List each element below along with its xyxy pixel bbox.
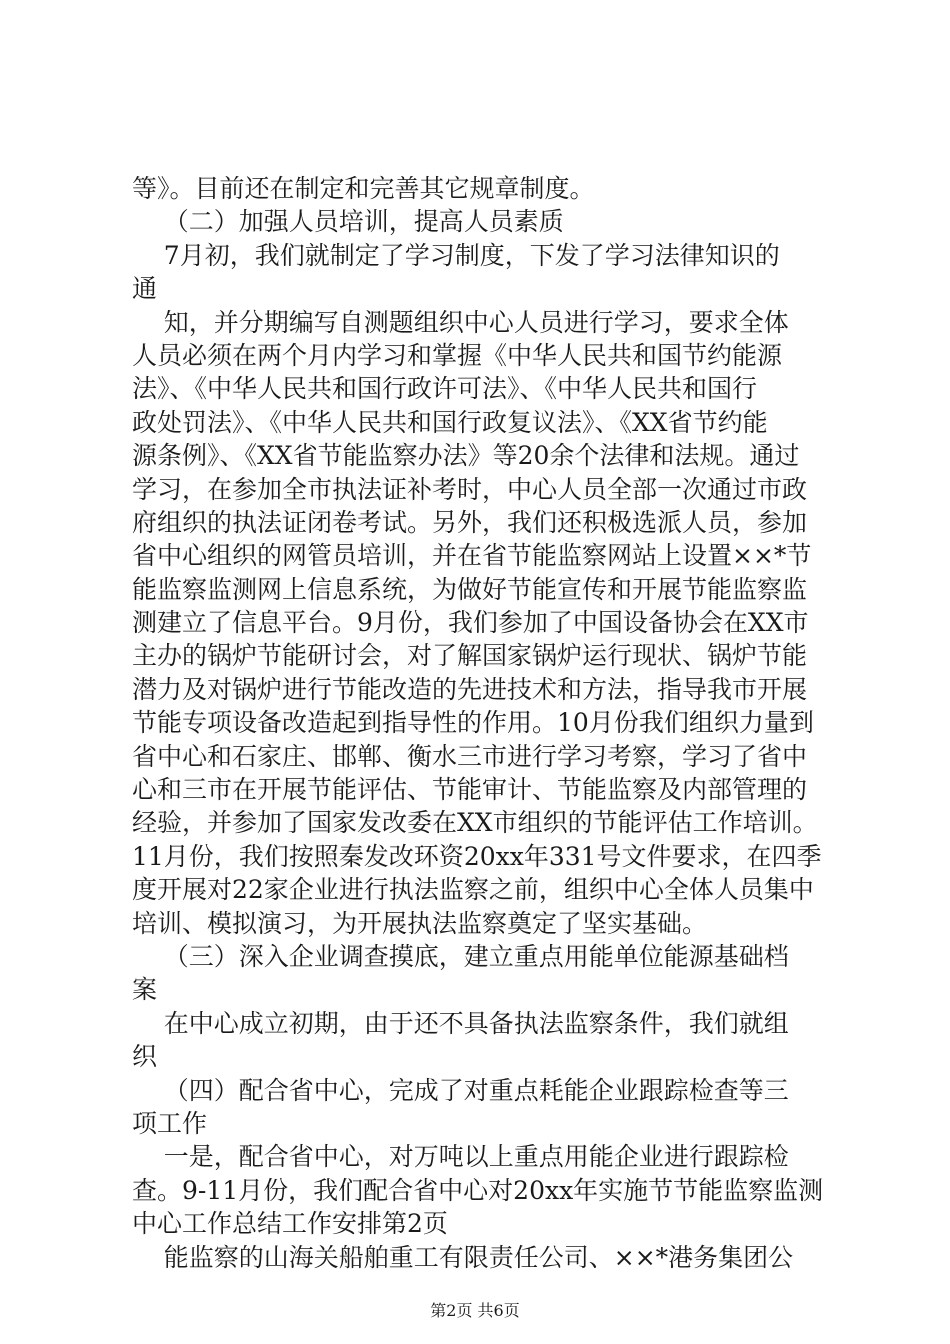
page-number: 第2页 共6页 [430,1301,520,1320]
text-line: 通 [132,274,158,304]
text-line: 项工作 [132,1108,208,1138]
text-line: 省中心组织的网管员培训，并在省节能监察网站上设置××*节 [132,541,812,571]
body-text [132,172,832,1274]
section-heading: （二）加强人员培训，提高人员素质 [132,207,564,237]
text-line: 心和三市在开展节能评估、节能审计、节能监察及内部管理的 [132,775,808,805]
text-line: 一是，配合省中心，对万吨以上重点用能企业进行跟踪检 [132,1142,789,1172]
text-line: 法》、《中华人民共和国行政许可法》、《中华人民共和国行 [132,374,758,404]
text-line: 7月初，我们就制定了学习制度，下发了学习法律知识的 [132,240,780,270]
text-line: 能监察监测网上信息系统，为做好节能宣传和开展节能监察监 [132,574,808,604]
text-line: 测建立了信息平台。9月份，我们参加了中国设备协会在XX市 [132,608,809,638]
text-line: 学习，在参加全市执法证补考时，中心人员全部一次通过市政 [132,474,808,504]
text-line: 培训、模拟演习，为开展执法监察奠定了坚实基础。 [132,908,708,938]
text-line: 省中心和石家庄、邯郸、衡水三市进行学习考察，学习了省中 [132,741,808,771]
text-line: 度开展对22家企业进行执法监察之前，组织中心全体人员集中 [132,875,814,905]
text-line: 在中心成立初期，由于还不具备执法监察条件，我们就组 [132,1008,789,1038]
text-line: 潜力及对锅炉进行节能改造的先进技术和方法，指导我市开展 [132,674,808,704]
section-heading: （四）配合省中心，完成了对重点耗能企业跟踪检查等三 [132,1075,789,1105]
text-line: 案 [132,975,158,1005]
text-line: 人员必须在两个月内学习和掌握《中华人民共和国节约能源 [132,340,783,370]
text-line: 经验，并参加了国家发改委在XX市组织的节能评估工作培训。 [132,808,818,838]
text-line: 查。9-11月份，我们配合省中心对20xx年实施节节能监察监测 [132,1175,824,1205]
text-line: 中心工作总结工作安排第2页 [132,1209,448,1239]
text-line: 织 [132,1042,158,1072]
text-line: 等》。目前还在制定和完善其它规章制度。 [132,174,595,203]
text-line: 政处罚法》、《中华人民共和国行政复议法》、《XX省节约能 [132,407,768,437]
text-line: 节能专项设备改造起到指导性的作用。10月份我们组织力量到 [132,708,814,738]
text-line: 能监察的山海关船舶重工有限责任公司、××*港务集团公 [132,1242,794,1272]
text-line: 主办的锅炉节能研讨会，对了解国家锅炉运行现状、锅炉节能 [132,641,808,671]
text-line: 知，并分期编写自测题组织中心人员进行学习，要求全体 [132,307,789,337]
section-heading: （三）深入企业调查摸底，建立重点用能单位能源基础档 [132,941,789,971]
text-line: 11月份，我们按照秦发改环资20xx年331号文件要求，在四季 [132,841,822,871]
text-line: 府组织的执法证闭卷考试。另外，我们还积极选派人员，参加 [132,507,808,537]
text-line: 源条例》、《XX省节能监察办法》等20余个法律和法规。通过 [132,441,800,471]
